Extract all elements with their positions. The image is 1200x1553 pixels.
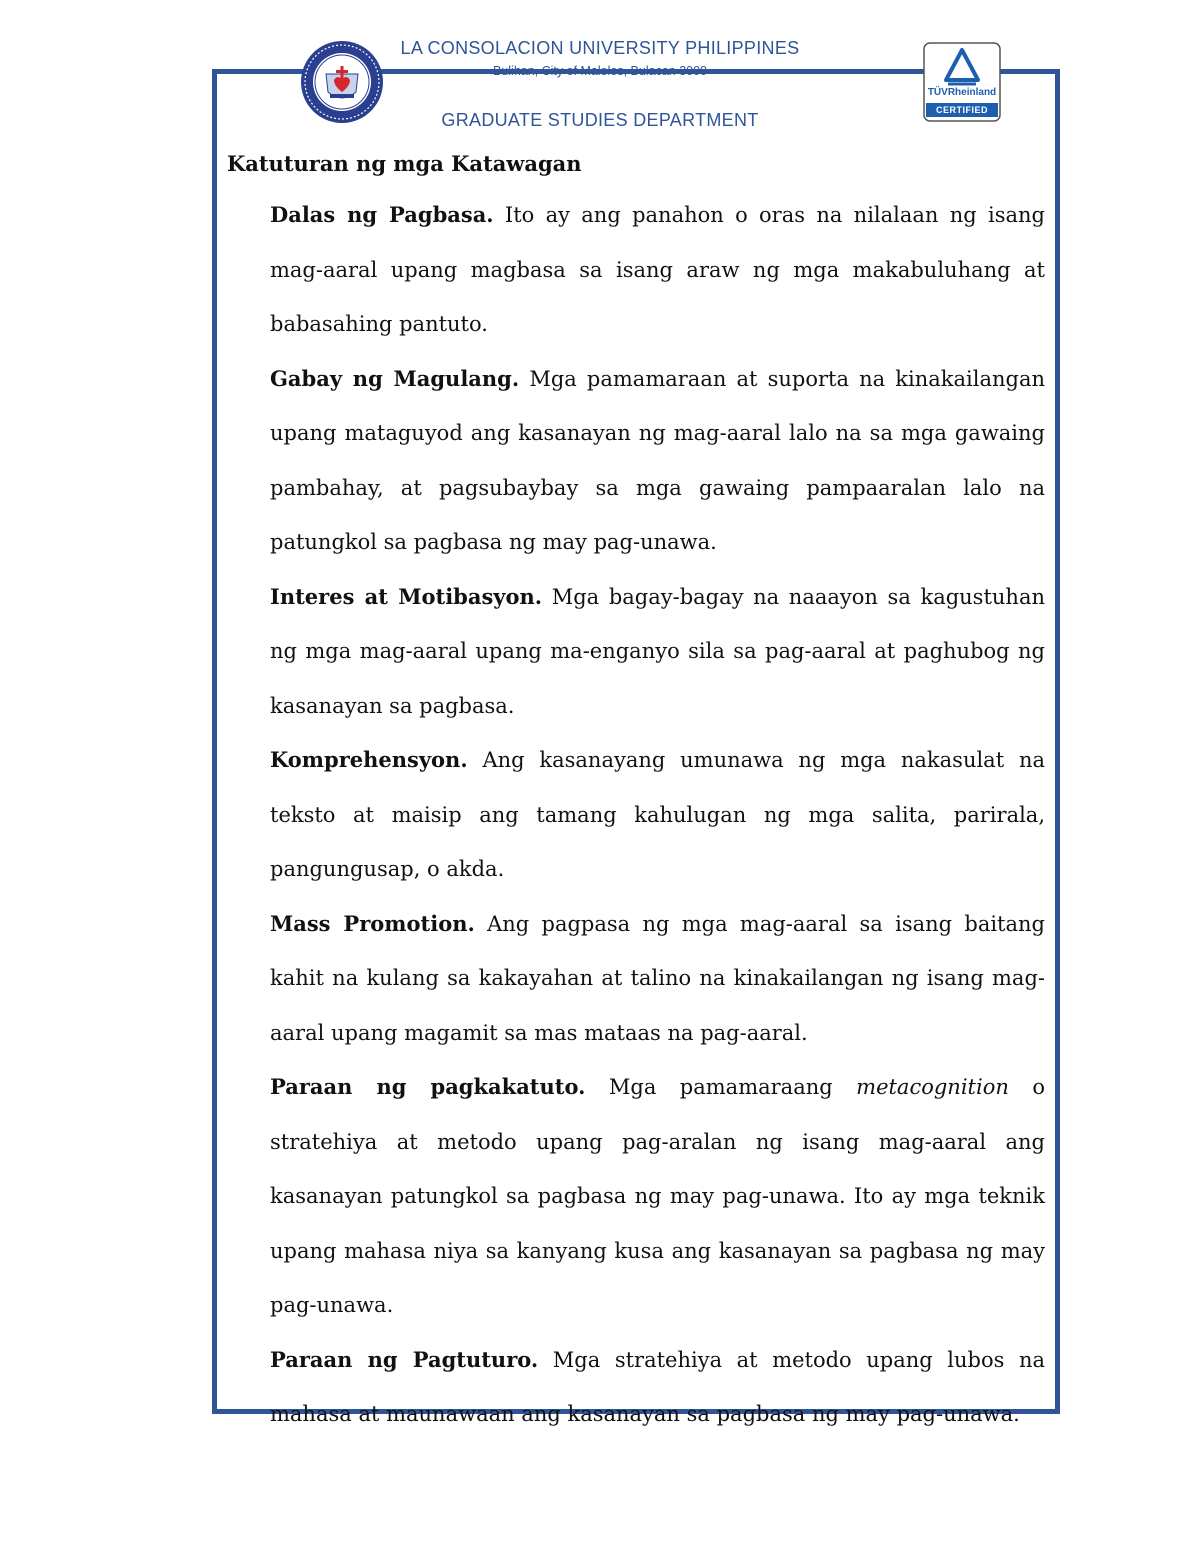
term-label: Mass Promotion. — [270, 910, 475, 936]
term-label: Komprehensyon. — [270, 747, 468, 772]
term-label: Interes at Motibasyon. — [270, 583, 543, 609]
term-definition: Mga pamamaraan at suporta na kinakailangan upang mataguyod ang kasanayan ng mag-aaral lalo na sa mga gawaing pambahay, at pagsubaybay sa mga gawaing pampaaralan lalo na patungkol sa pagbasa ng may pag-unawa. — [270, 366, 1045, 554]
term-label: Dalas ng Pagbasa. — [270, 202, 494, 227]
term-definition: Mga stratehiya at metodo upang lubos na mahasa at maunawaan ang kasanayan sa pagbasa ng may pag-unawa. — [270, 1347, 1046, 1426]
certified-label: CERTIFIED — [935, 105, 988, 115]
term-paragraph — [270, 1333, 1045, 1442]
university-name: LA CONSOLACION UNIVERSITY PHILIPPINES — [400, 38, 800, 58]
department-name: GRADUATE STUDIES DEPARTMENT — [441, 110, 759, 130]
term-definition-pre: Mga pamamaraang — [608, 1075, 833, 1099]
term-definition: Ang kasanayang umunawa ng mga nakasulat na teksto at maisip ang tamang kahulugan ng mga salita, parirala, pangungusap, o akda. — [270, 748, 1045, 881]
section-title: Katuturan ng mga Katawagan — [227, 151, 582, 176]
term-label: Paraan ng Pagtuturo. — [270, 1346, 539, 1372]
term-definition-post: o stratehiya at metodo upang pag-aralan ng isang mag-aaral ang kasanayan patungkol sa pagbasa ng may pag-unawa. Ito ay mga teknik upang mahasa niya sa kanyang kusa ang kasanayan sa pagbasa ng may pag-unawa. — [270, 1075, 1045, 1317]
document-body — [227, 140, 1045, 1442]
term-paragraph — [270, 733, 1045, 897]
term-paragraph — [270, 897, 1045, 1061]
term-paragraph — [270, 188, 1045, 352]
term-definition: Ito ay ang panahon o oras na nilalaan ng isang mag-aaral upang magbasa sa isang araw ng mga makabuluhang at babasahing pantuto. — [270, 203, 1045, 336]
term-paragraph — [270, 352, 1045, 570]
term-label: Paraan ng pagkakatuto. — [270, 1074, 586, 1099]
term-paragraph — [270, 570, 1045, 734]
term-definition-emphasis: metacognition — [856, 1075, 1009, 1099]
term-definition: Mga bagay-bagay na naaayon sa kagustuhan ng mga mag-aaral upang ma-enganyo sila sa pag-aaral at paghubog ng kasanayan sa pagbasa. — [270, 584, 1045, 718]
university-address: Bulihan, City of Malolos, Bulacan 3000 — [492, 64, 707, 78]
term-paragraph — [270, 1060, 1045, 1333]
term-definition: Ang pagpasa ng mga mag-aaral sa isang baitang kahit na kulang sa kakayahan at talino na kinakailangan ng isang mag-aaral upang magamit sa mas mataas na pag-aaral. — [270, 911, 1045, 1045]
term-label: Gabay ng Magulang. — [270, 365, 520, 391]
certifier-name: TÜVRheinland — [927, 87, 997, 98]
